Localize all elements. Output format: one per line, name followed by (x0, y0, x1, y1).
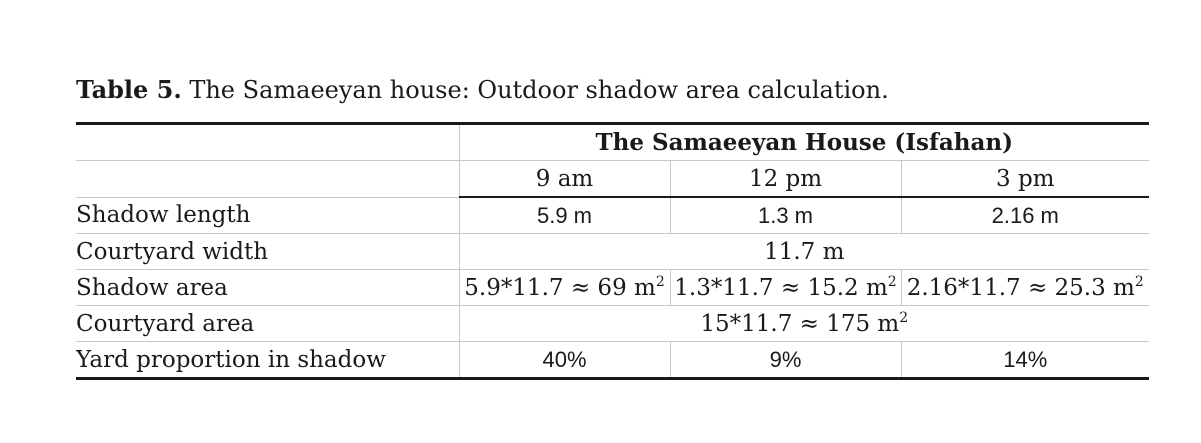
table-row (76, 197, 1149, 234)
table-header-row (76, 124, 1149, 161)
table-row (76, 234, 1149, 270)
row-label-shadow-length: Shadow length (76, 197, 459, 234)
table-corner-cell (76, 161, 459, 198)
cell-courtyard-area: 15*11.7 ≈ 175 $m^2$ (459, 306, 1149, 342)
cell-yard-proportion-3pm: 14% (901, 342, 1149, 379)
column-header-12pm: 12 pm (670, 161, 901, 198)
shadow-area-table (76, 122, 1149, 380)
cell-courtyard-width: 11.7 m (459, 234, 1149, 270)
table-caption (76, 74, 889, 106)
group-header: The Samaeeyan House (Isfahan) (459, 124, 1149, 161)
table-caption-label: Table 5. (76, 75, 182, 104)
column-header-9am: 9 am (459, 161, 670, 198)
row-label-courtyard-width: Courtyard width (76, 234, 459, 270)
table-corner-cell (76, 124, 459, 161)
table-caption-text: The Samaeeyan house: Outdoor shadow area calculation. (181, 76, 889, 104)
cell-shadow-area-3pm: 2.16*11.7 ≈ 25.3 $m^2$ (901, 270, 1149, 306)
table-subheader-row (76, 161, 1149, 198)
cell-shadow-length-12pm: 1.3 m (670, 197, 901, 234)
table-row (76, 342, 1149, 379)
table-row (76, 306, 1149, 342)
table-row (76, 270, 1149, 306)
cell-shadow-length-9am: 5.9 m (459, 197, 670, 234)
cell-shadow-area-12pm: 1.3*11.7 ≈ 15.2 $m^2$ (670, 270, 901, 306)
row-label-shadow-area: Shadow area (76, 270, 459, 306)
cell-shadow-area-9am: 5.9*11.7 ≈ 69 $m^2$ (459, 270, 670, 306)
cell-shadow-length-3pm: 2.16 m (901, 197, 1149, 234)
row-label-courtyard-area: Courtyard area (76, 306, 459, 342)
row-label-yard-proportion: Yard proportion in shadow (76, 342, 459, 379)
cell-yard-proportion-12pm: 9% (670, 342, 901, 379)
column-header-3pm: 3 pm (901, 161, 1149, 198)
cell-yard-proportion-9am: 40% (459, 342, 670, 379)
